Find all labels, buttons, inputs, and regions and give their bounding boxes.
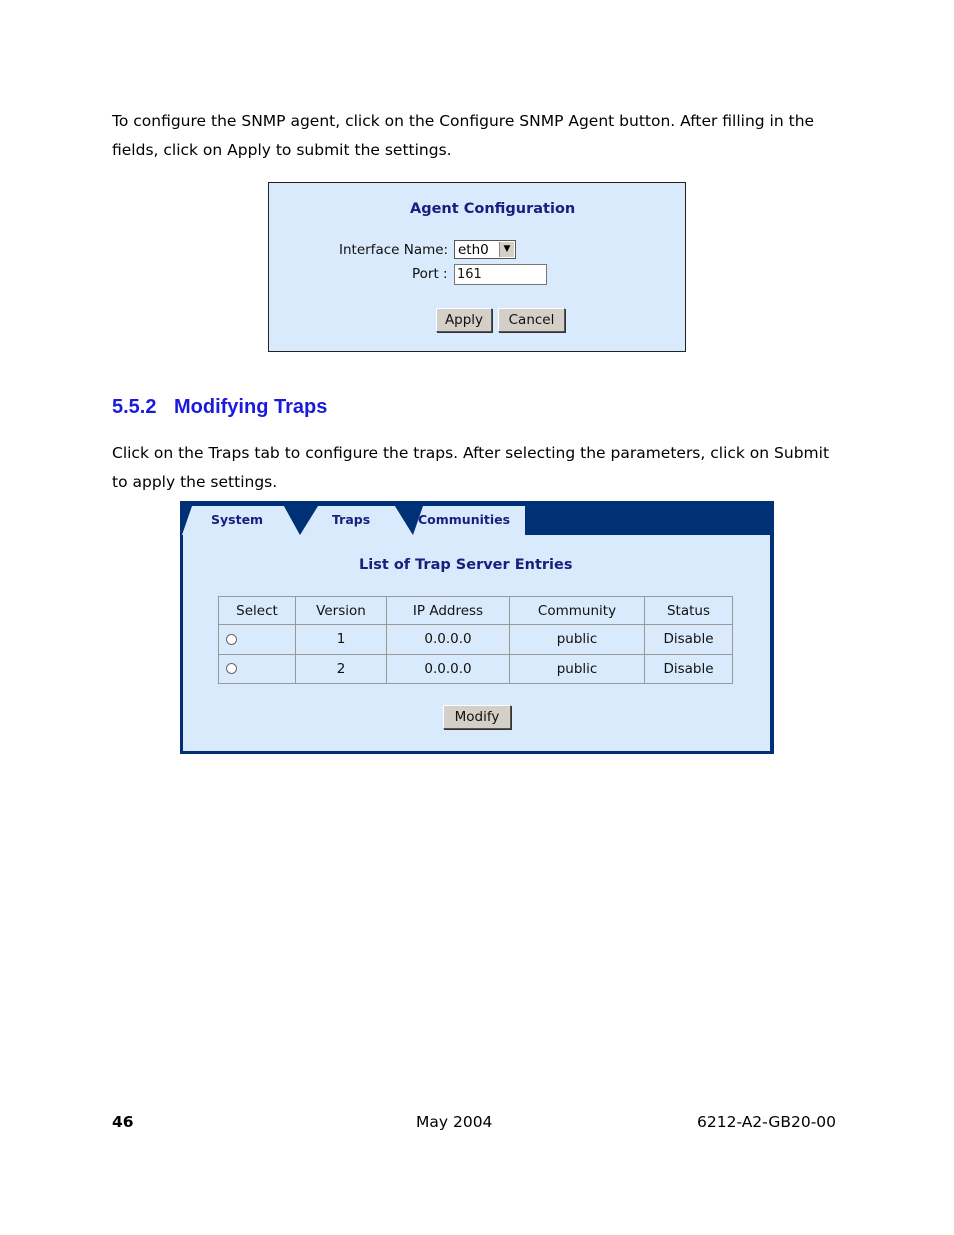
apply-button[interactable]: Apply bbox=[436, 308, 492, 332]
port-label: Port : bbox=[412, 266, 448, 282]
tab-communities[interactable]: Communities bbox=[418, 512, 511, 527]
community-cell: public bbox=[510, 654, 645, 683]
section-number: 5.5.2 bbox=[112, 396, 157, 418]
chevron-down-icon[interactable]: ▼ bbox=[499, 242, 514, 257]
footer-date: May 2004 bbox=[416, 1113, 493, 1131]
table-row bbox=[219, 654, 733, 683]
column-header-select: Select bbox=[219, 597, 296, 625]
version-cell: 1 bbox=[296, 625, 387, 654]
select-cell bbox=[219, 654, 296, 683]
ip-address-cell: 0.0.0.0 bbox=[387, 654, 510, 683]
intro-paragraph: To configure the SNMP agent, click on the Configure SNMP Agent button. After filling in the fields, click on Apply to submit the settings. bbox=[112, 112, 815, 159]
ip-address-cell: 0.0.0.0 bbox=[387, 625, 510, 654]
community-cell: public bbox=[510, 625, 645, 654]
status-cell: Disable bbox=[645, 654, 733, 683]
cancel-button[interactable]: Cancel bbox=[498, 308, 565, 332]
select-cell bbox=[219, 625, 296, 654]
column-header-status: Status bbox=[645, 597, 733, 625]
section-title: Modifying Traps bbox=[174, 396, 328, 418]
tab-traps[interactable]: Traps bbox=[332, 512, 371, 527]
column-header-community: Community bbox=[510, 597, 645, 625]
traps-paragraph: Click on the Traps tab to configure the traps. After selecting the parameters, click on Submit to apply the settings. bbox=[112, 444, 830, 491]
tab-system[interactable]: System bbox=[211, 512, 264, 527]
column-header-version: Version bbox=[296, 597, 387, 625]
section-heading bbox=[112, 396, 327, 419]
interface-name-label: Interface Name: bbox=[339, 242, 449, 258]
interface-name-value: eth0 bbox=[458, 242, 489, 258]
page-number: 46 bbox=[112, 1113, 134, 1131]
select-radio[interactable] bbox=[226, 663, 237, 674]
traps-content bbox=[183, 535, 770, 751]
footer-document-id: 6212-A2-GB20-00 bbox=[697, 1113, 837, 1131]
agent-configuration-panel bbox=[268, 182, 686, 352]
trap-list-title: List of Trap Server Entries bbox=[359, 557, 573, 573]
traps-panel bbox=[180, 501, 774, 754]
table-header-row bbox=[219, 597, 733, 625]
port-input[interactable] bbox=[454, 264, 547, 285]
interface-name-select[interactable] bbox=[454, 240, 516, 259]
version-cell: 2 bbox=[296, 654, 387, 683]
agent-configuration-title: Agent Configuration bbox=[410, 201, 576, 217]
modify-button[interactable]: Modify bbox=[443, 705, 511, 729]
table-row bbox=[219, 625, 733, 654]
trap-server-table bbox=[218, 596, 733, 684]
status-cell: Disable bbox=[645, 625, 733, 654]
select-radio[interactable] bbox=[226, 634, 237, 645]
column-header-ip-address: IP Address bbox=[387, 597, 510, 625]
